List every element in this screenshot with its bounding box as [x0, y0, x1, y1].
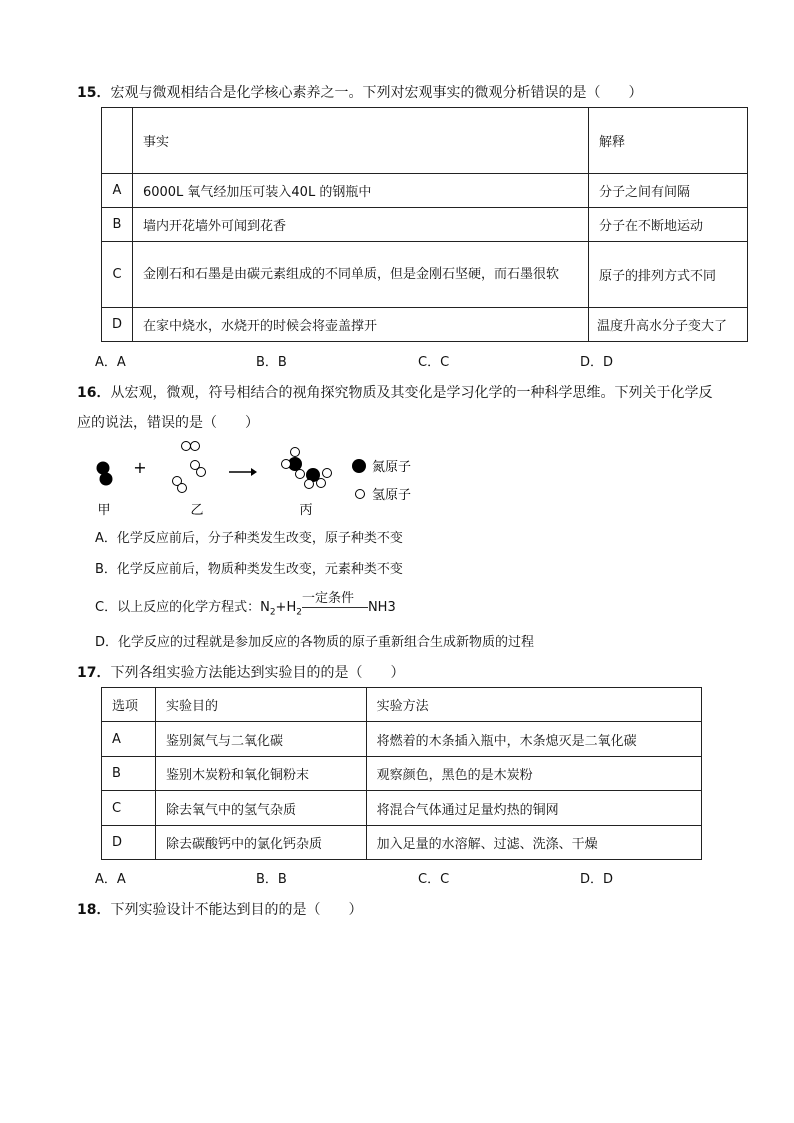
row-letter: A	[102, 174, 133, 208]
h-atom-icon	[317, 479, 326, 488]
table-row	[102, 757, 702, 791]
table-row	[102, 208, 748, 242]
q17-header-method: 实验方法	[366, 688, 701, 722]
h-atom-icon	[323, 469, 332, 478]
q15-header-explain: 解释	[589, 108, 748, 174]
row-letter: D	[102, 308, 133, 342]
h-atom-icon	[178, 484, 187, 493]
q16-stem	[77, 382, 712, 402]
q15-table	[101, 107, 748, 342]
row-letter: C	[102, 242, 133, 308]
row-goal: 除去氧气中的氢气杂质	[155, 791, 366, 826]
row-letter: D	[102, 826, 156, 860]
row-fact: 墙内开花墙外可闻到花香	[132, 208, 588, 242]
q18-stem	[77, 899, 362, 919]
q17-table-header	[102, 688, 702, 722]
plus-sign: +	[133, 458, 147, 477]
q17-option-b[interactable]: B．B	[256, 872, 287, 887]
h-atom-legend-icon	[356, 490, 365, 499]
q15-number: 15．	[77, 85, 111, 101]
reaction-condition	[301, 591, 368, 615]
h-atom-icon	[191, 442, 200, 451]
q15-option-c[interactable]: C．C	[418, 355, 450, 370]
q17-header-opt: 选项	[102, 688, 156, 722]
q16-line1: 从宏观，微观，符号相结合的视角探究物质及其变化是学习化学的一种科学思维。下列关于化学反	[110, 385, 713, 401]
q18-text: 下列实验设计不能达到目的的是（ ）	[110, 902, 363, 918]
q16-stem-cont: 应的说法，错误的是（ ）	[77, 415, 259, 431]
arrow-head-icon	[251, 468, 257, 476]
q16-choice-d[interactable]: D．化学反应的过程就是参加反应的各物质的原子重新组合生成新物质的过程	[95, 635, 535, 650]
h-atom-icon	[296, 470, 305, 479]
table-row	[102, 174, 748, 208]
row-fact: 金刚石和石墨是由碳元素组成的不同单质，但是金刚石坚硬，而石墨很软	[132, 242, 588, 308]
q16-choice-c[interactable]	[95, 591, 396, 618]
n-atom-icon	[100, 473, 113, 486]
formula-n-sub: 2	[269, 607, 276, 618]
reaction-diagram	[85, 432, 445, 522]
h-atom-icon	[291, 448, 300, 457]
row-explain: 原子的排列方式不同	[589, 242, 748, 308]
q16-number: 16．	[77, 385, 111, 401]
formula-h-sub: 2	[296, 607, 302, 618]
q17-option-c[interactable]: C．C	[418, 872, 450, 887]
formula-product: NH3	[367, 600, 396, 615]
legend-h-label: 氢原子	[372, 488, 412, 503]
q15-option-b[interactable]: B．B	[256, 355, 287, 370]
q17-text: 下列各组实验方法能达到实验目的的是（ ）	[110, 665, 405, 681]
q15-option-a[interactable]: A．A	[95, 355, 126, 370]
q15-header-fact: 事实	[132, 108, 588, 174]
row-goal: 鉴别木炭粉和氧化铜粉末	[155, 757, 366, 791]
n-atom-icon	[97, 462, 110, 475]
row-letter: B	[102, 757, 156, 791]
row-letter: C	[102, 791, 156, 826]
label-jia: 甲	[97, 503, 111, 518]
q17-table	[101, 687, 702, 860]
formula-plus-h: +H	[275, 600, 297, 615]
row-letter: A	[102, 722, 156, 757]
h-atom-icon	[197, 468, 206, 477]
row-method: 加入足量的水溶解、过滤、洗涤、干燥	[366, 826, 701, 860]
row-fact: 在家中烧水，水烧开的时候会将壶盖撑开	[132, 308, 588, 342]
q15-option-d[interactable]: D．D	[580, 355, 614, 370]
q17-stem	[77, 662, 404, 682]
table-row	[102, 791, 702, 826]
table-row	[102, 242, 748, 308]
q15-table-header	[102, 108, 748, 174]
table-row	[102, 826, 702, 860]
row-method: 将燃着的木条插入瓶中，木条熄灭是二氧化碳	[366, 722, 701, 757]
row-goal: 除去碳酸钙中的氯化钙杂质	[155, 826, 366, 860]
q15-header-letter	[102, 108, 133, 174]
row-explain: 分子在不断地运动	[589, 208, 748, 242]
q17-header-goal: 实验目的	[155, 688, 366, 722]
n-atom-legend-icon	[352, 459, 366, 473]
formula-n: N	[260, 600, 270, 615]
q15-text: 宏观与微观相结合是化学核心素养之一。下列对宏观事实的微观分析错误的是（ ）	[110, 85, 643, 101]
label-yi: 乙	[190, 503, 204, 518]
q15-stem	[77, 82, 642, 102]
q16-choice-a[interactable]: A．化学反应前后，分子种类发生改变，原子种类不变	[95, 531, 403, 546]
row-method: 观察颜色，黑色的是木炭粉	[366, 757, 701, 791]
table-row	[102, 308, 748, 342]
row-explain: 温度升高水分子变大了	[589, 308, 748, 342]
h-atom-icon	[305, 480, 314, 489]
h-atom-icon	[182, 442, 191, 451]
row-goal: 鉴别氮气与二氧化碳	[155, 722, 366, 757]
label-bing: 丙	[299, 503, 313, 518]
table-row	[102, 722, 702, 757]
q16-choice-b[interactable]: B．化学反应前后，物质种类发生改变，元素种类不变	[95, 562, 403, 577]
choice-c-prefix: C．以上反应的化学方程式：	[95, 600, 261, 615]
q17-option-a[interactable]: A．A	[95, 872, 126, 887]
row-method: 将混合气体通过足量灼热的铜网	[366, 791, 701, 826]
row-letter: B	[102, 208, 133, 242]
condition-text: 一定条件	[301, 591, 354, 606]
legend-n-label: 氮原子	[372, 460, 412, 475]
row-explain: 分子之间有间隔	[589, 174, 748, 208]
q17-number: 17．	[77, 665, 111, 681]
row-fact: 6000L 氧气经加压可装入40L 的钢瓶中	[132, 174, 588, 208]
q17-option-d[interactable]: D．D	[580, 872, 614, 887]
q18-number: 18．	[77, 902, 111, 918]
h-atom-icon	[282, 460, 291, 469]
